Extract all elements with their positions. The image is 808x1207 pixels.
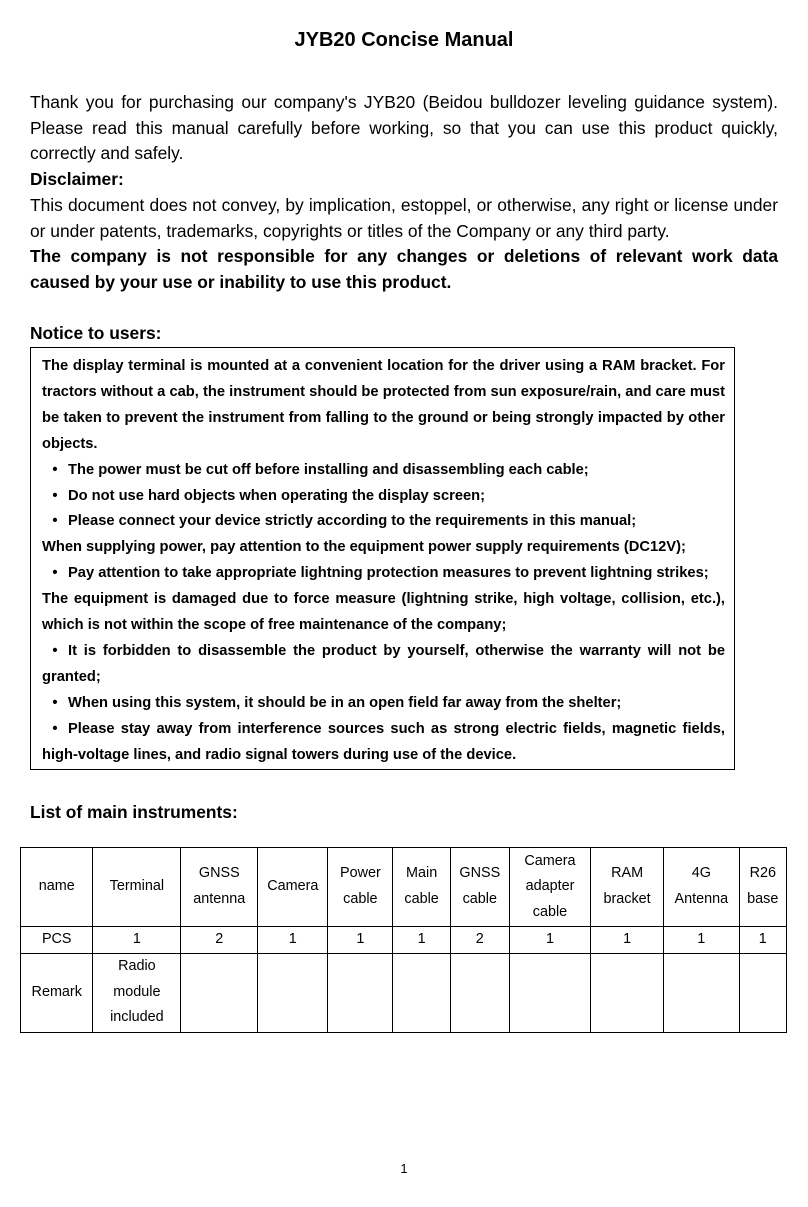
table-cell: GNSS antenna [181, 848, 258, 927]
table-cell: GNSS cable [450, 848, 509, 927]
notice-bullet [42, 509, 725, 535]
table-cell: 1 [93, 927, 181, 954]
table-cell [664, 953, 740, 1032]
table-cell: R26 base [739, 848, 786, 927]
table-cell: RAM bracket [591, 848, 664, 927]
table-cell: 1 [739, 927, 786, 954]
notice-bullet-text: Pay attention to take appropriate lightning protection measures to prevent lightning strikes; [68, 565, 709, 582]
notice-line: The equipment is damaged due to force measure (lightning strike, high voltage, collision, etc.), which is not within the scope of free maintenance of the company; [42, 591, 725, 634]
notice-bullet-text: It is forbidden to disassemble the product by yourself, otherwise the warranty will not be granted; [42, 642, 725, 685]
notice-bullet [42, 484, 725, 510]
table-cell [328, 953, 393, 1032]
table-cell: 1 [328, 927, 393, 954]
table-cell [181, 953, 258, 1032]
notice-line: The display terminal is mounted at a convenient location for the driver using a RAM bracket. For tractors without a cab, the instrument should be protected from sun exposure/rain, and care must be taken to prevent the instrument from falling to the ground or being strongly impacted by other objects. [42, 358, 725, 452]
notice-bullet-text: Please stay away from interference sources such as strong electric fields, magnetic fields, high-voltage lines, and radio signal towers during use of the device. [42, 720, 725, 763]
bullet-icon: • [52, 565, 58, 582]
notice-bullet-text: When using this system, it should be in an open field far away from the shelter; [68, 694, 622, 711]
notice-bullet-text: The power must be cut off before installing and disassembling each cable; [68, 461, 589, 478]
table-cell: Radio module included [93, 953, 181, 1032]
notice-bullet [42, 458, 725, 484]
table-cell [258, 953, 328, 1032]
table-row-remark [21, 953, 787, 1032]
notice-line: When supplying power, pay attention to the equipment power supply requirements (DC12V); [42, 539, 686, 556]
table-cell: Power cable [328, 848, 393, 927]
table-cell: Terminal [93, 848, 181, 927]
intro-section [30, 90, 778, 296]
table-cell: Camera [258, 848, 328, 927]
notice-bullet [42, 691, 725, 717]
table-row-pcs [21, 927, 787, 954]
table-cell: name [21, 848, 93, 927]
table-cell: 1 [664, 927, 740, 954]
table-cell: PCS [21, 927, 93, 954]
table-cell: 2 [181, 927, 258, 954]
bullet-icon: • [52, 487, 58, 504]
notice-bullet [42, 561, 725, 587]
table-cell: 2 [450, 927, 509, 954]
table-cell: Remark [21, 953, 93, 1032]
disclaimer-heading: Disclaimer: [30, 169, 124, 190]
table-cell [509, 953, 590, 1032]
notice-heading: Notice to users: [30, 323, 162, 343]
table-cell [591, 953, 664, 1032]
notice-bullet-text: Please connect your device strictly according to the requirements in this manual; [68, 513, 637, 530]
intro-thanks: Thank you for purchasing our company's JYB20 (Beidou bulldozer leveling guidance system). Please read this manual carefully before working, so that you can use this product quickly, correctly and safely. [30, 92, 778, 164]
instruments-heading: List of main instruments: [30, 802, 238, 822]
table-cell: 1 [509, 927, 590, 954]
disclaimer-text: This document does not convey, by implication, estoppel, or otherwise, any right or license under or under patents, trademarks, copyrights or titles of the Company or any third party. [30, 194, 778, 241]
table-cell: 1 [258, 927, 328, 954]
table-cell: 1 [591, 927, 664, 954]
bullet-icon: • [52, 720, 58, 737]
table-cell: Camera adapter cable [509, 848, 590, 927]
table-cell [450, 953, 509, 1032]
table-cell: Main cable [393, 848, 450, 927]
table-cell [739, 953, 786, 1032]
bullet-icon: • [52, 642, 58, 659]
disclaimer-bold-text: The company is not responsible for any changes or deletions of relevant work data caused by your use or inability to use this product. [30, 246, 778, 292]
bullet-icon: • [52, 694, 58, 711]
bullet-icon: • [52, 461, 58, 478]
notice-bullet [42, 639, 725, 691]
page-title: JYB20 Concise Manual [294, 29, 514, 51]
bullet-icon: • [52, 513, 58, 530]
notice-bullet-text: Do not use hard objects when operating the display screen; [68, 487, 486, 504]
notice-box [30, 347, 735, 770]
table-cell [393, 953, 450, 1032]
table-cell: 4G Antenna [664, 848, 740, 927]
table-header-row [21, 848, 787, 927]
instruments-table [20, 847, 787, 1033]
page-number: 1 [400, 1161, 408, 1176]
notice-bullet [42, 717, 725, 769]
table-cell: 1 [393, 927, 450, 954]
